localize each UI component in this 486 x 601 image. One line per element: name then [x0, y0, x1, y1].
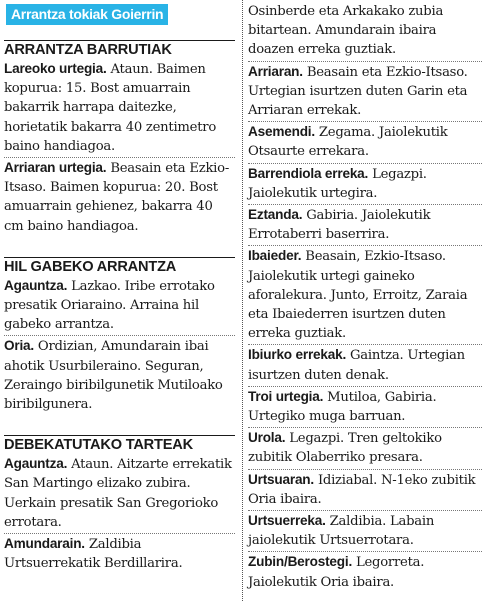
- list-item: [248, 387, 482, 428]
- entry-name: Asemendi.: [248, 124, 315, 140]
- entry-text: Beasain eta Ezkio-Itsaso. Baimen kopurua: 20. Bost amuarrain gehienez, bakarra 40 cm baino handiagoa.: [4, 161, 230, 234]
- list-item: [4, 158, 235, 237]
- entry-name: Eztanda.: [248, 207, 303, 223]
- entry-text: Zaldibia. Labain jaiolekutik Urtsuerrotara.: [248, 514, 435, 549]
- entry-text: Legorreta. Jaiolekutik Oria ibaira.: [248, 555, 425, 590]
- entry-name: Zubin/Berostegi.: [248, 554, 353, 570]
- page-title: Arrantza tokiak Goierrin: [6, 4, 168, 25]
- entry-text: Beasain eta Ezkio-Itsaso. Urtegian isurtzen duten Garin eta Arriaran errekak.: [248, 64, 468, 119]
- entry-name: Amundarain.: [4, 536, 85, 552]
- list-item: [248, 164, 482, 205]
- entry-name: Agauntza.: [4, 456, 68, 472]
- entry-name: Urtsuaran.: [248, 471, 314, 487]
- list-item: [248, 2, 482, 62]
- entry-text: Idiziabal. N-1eko zubitik Oria ibaira.: [248, 472, 476, 507]
- list-item: [4, 336, 235, 415]
- entry-text: Lazkao. Iribe errotako presatik Oriaraino. Arraina hil gabeko arrantza.: [4, 278, 215, 333]
- column-divider: [242, 0, 243, 601]
- entry-text: Legazpi. Tren geltokiko zubitik Olaberriko presara.: [248, 431, 442, 466]
- list-item: [4, 59, 235, 158]
- list-item: [248, 470, 482, 511]
- section-arrantza-barrutiak: [4, 40, 235, 237]
- entry-text: Beasain, Ezkio-Itsaso. Jaiolekutik urtegi gaineko aforalekura. Junto, Erroitz, Zaraia eta Ibaiederren isurtzen duten erreka guztiak.: [248, 249, 468, 342]
- section-debekatutako-tarteak: [4, 435, 235, 574]
- entry-name: Ibiurko errekak.: [248, 347, 347, 363]
- entry-text: Gabiria. Jaiolekutik Errotaberri baserrira.: [248, 208, 431, 243]
- list-item: [248, 345, 482, 386]
- entry-name: Arriaran.: [248, 63, 303, 79]
- list-item: [4, 534, 235, 574]
- list-item: [248, 205, 482, 246]
- list-item: [248, 122, 482, 163]
- entry-text: Gaintza. Urtegian isurtzen duten denak.: [248, 348, 465, 383]
- entry-text: Legazpi. Jaiolekutik urtegira.: [248, 166, 427, 201]
- entry-name: Urtsuerreka.: [248, 513, 326, 529]
- entry-name: Agauntza.: [4, 277, 68, 293]
- entry-name: Urola.: [248, 430, 286, 446]
- entry-name: Lareoko urtegia.: [4, 61, 107, 76]
- list-item: [248, 511, 482, 552]
- list-item: [248, 62, 482, 123]
- list-item: [248, 552, 482, 592]
- list-item: [248, 428, 482, 469]
- section-heading: ARRANTZA BARRUTIAK: [4, 40, 235, 59]
- section-heading: DEBEKATUTAKO TARTEAK: [4, 435, 235, 454]
- list-item: [4, 454, 235, 534]
- entry-text: Ordizian, Amundarain ibai ahotik Usurbileraino. Seguran, Zeraingo biribilgunetik Mutiloako biribilgunera.: [4, 339, 223, 413]
- entry-text: Osinberde eta Arkakako zubia bitartean. Amundarain ibaira doazen erreka guztiak.: [248, 4, 444, 58]
- entry-text: Zegama. Jaiolekutik Otsaurte errekara.: [248, 125, 448, 160]
- entry-text: Ataun. Aitzarte errekatik San Martingo elizako zubira. Uerkain presatik San Gregorioko errotara.: [4, 457, 232, 530]
- entry-name: Troi urtegia.: [248, 388, 324, 404]
- entry-text: Ataun. Baimen kopurua: 15. Bost amuarrain bakarrik harrapa daitezke, horietatik bakarra 40 zentimetro baino handiagoa.: [4, 62, 217, 154]
- entry-name: Oria.: [4, 338, 34, 354]
- entry-name: Ibaieder.: [248, 248, 302, 264]
- entry-text: Mutiloa, Gabiria. Urtegiko muga barruan.: [248, 389, 437, 425]
- left-column: [0, 0, 237, 574]
- entry-name: Arriaran urtegia.: [4, 160, 107, 176]
- entry-name: Barrendiola erreka.: [248, 165, 369, 181]
- entry-text: Zaldibia Urtsuerrekatik Berdillarira.: [4, 537, 183, 572]
- list-item: [248, 246, 482, 345]
- section-heading: HIL GABEKO ARRANTZA: [4, 257, 235, 276]
- list-item: [4, 276, 235, 337]
- right-column: [248, 0, 482, 593]
- section-hil-gabeko-arrantza: [4, 257, 235, 415]
